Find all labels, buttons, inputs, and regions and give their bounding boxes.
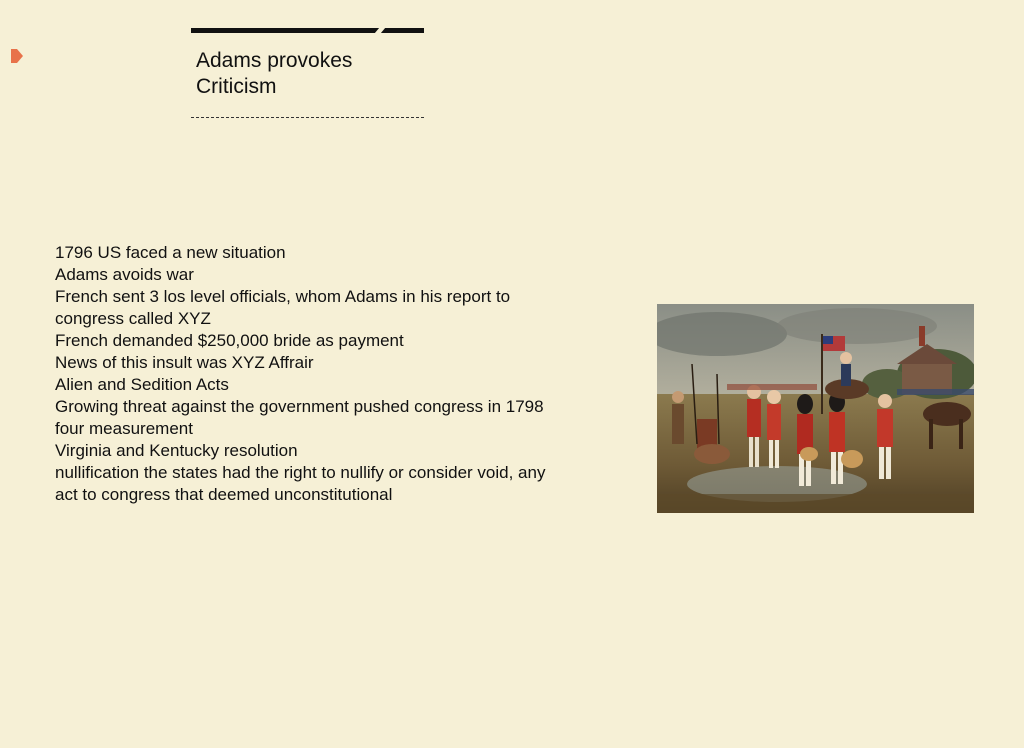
bullet-item: 1796 US faced a new situation [55,243,286,262]
title-divider [191,117,424,118]
bullet-item: Growing threat against the government pushed congress in 1798 four measurement [55,397,544,438]
slide-marker-icon [10,48,24,64]
bullet-list [55,242,555,506]
bullet-item: News of this insult was XYZ Affrair [55,353,314,372]
title-block [191,28,424,118]
bullet-item: nullification the states had the right to nullify or consider void, any act to congress that deemed unconstitutional [55,463,546,504]
bullet-item: French sent 3 los level officials, whom Adams in his report to congress called XYZ [55,287,511,328]
bullet-item: Virginia and Kentucky resolution [55,441,298,460]
slide-title: Adams provokes Criticism [196,49,353,98]
soldiers-painting-image [657,304,974,513]
bullet-item: Alien and Sedition Acts [55,375,229,394]
bullet-item: French demanded $250,000 bride as payment [55,331,404,350]
bullet-item: Adams avoids war [55,265,194,284]
title-rule [191,28,424,33]
title-rule-notch [374,27,386,34]
